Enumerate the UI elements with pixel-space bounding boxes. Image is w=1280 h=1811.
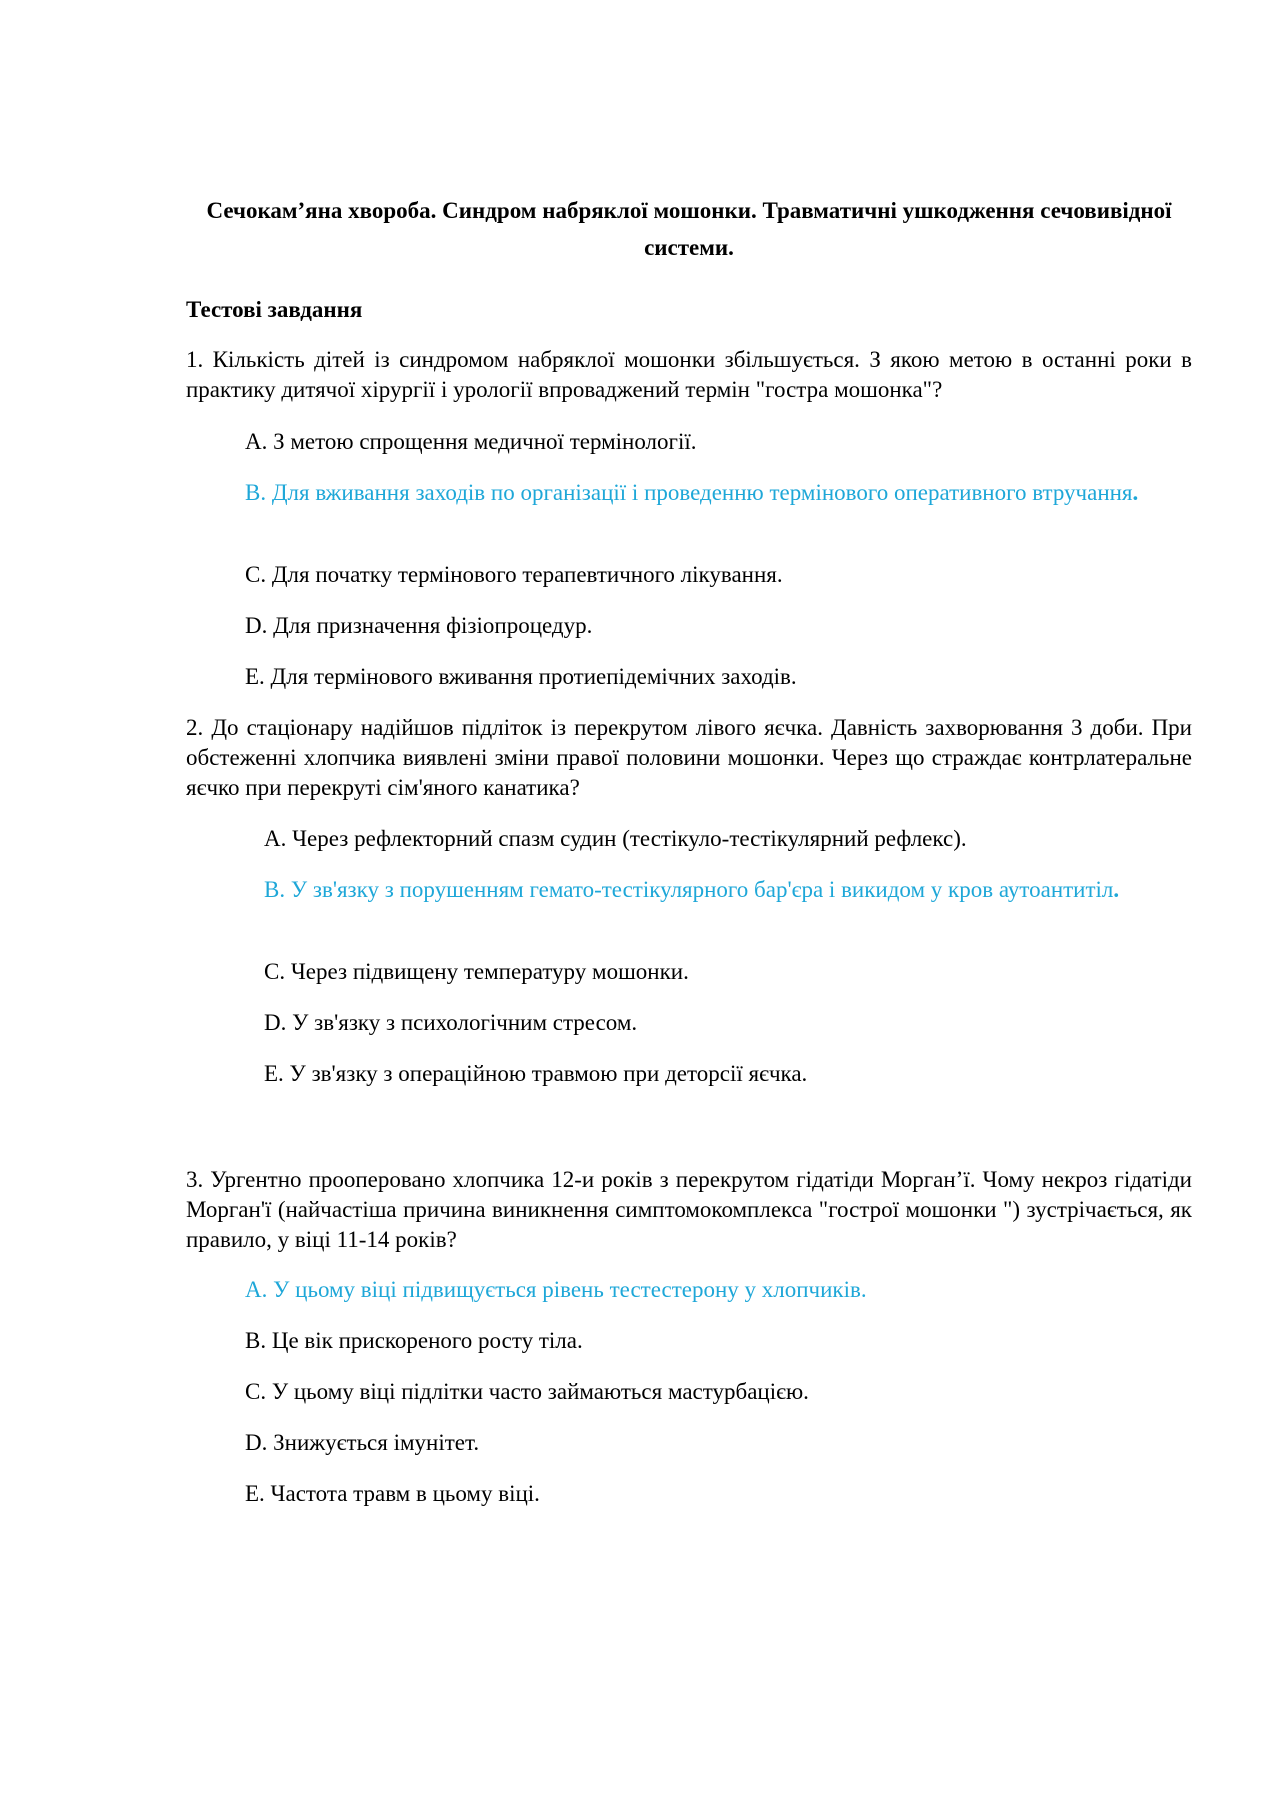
document-title: Сечокам’яна хвороба. Синдром набряклої мошонки. Травматичні ушкодження сечовивідної системи. [206, 198, 1172, 260]
question-2-option-b: B. У зв'язку з порушенням гемато-тестікулярного бар'єра і викидом у кров аутоантитіл. [264, 877, 1120, 902]
question-2-option-a: A. Через рефлекторний спазм судин (тестікуло-тестікулярний рефлекс). [264, 826, 967, 851]
question-3-text: 3. Ургентно прооперовано хлопчика 12-и років з перекрутом гідатіди Морган’ї. Чому некроз гідатіди Морган'ї (найчастіша причина виникнення симптомокомплекса "гострої мошонки ") зустрічається, як правило, у віці 11-14 років? [186, 1167, 1192, 1252]
section-heading: Тестові завдання [186, 297, 363, 322]
question-1-option-b: B. Для вживання заходів по організації і проведенню термінового оперативного втручання. [245, 480, 1139, 505]
question-3-option-c: C. У цьому віці підлітки часто займаються мастурбацією. [245, 1379, 809, 1404]
question-1-option-c: C. Для початку термінового терапевтичного лікування. [245, 562, 783, 587]
question-2-text: 2. До стаціонару надійшов підліток із перекрутом лівого яєчка. Давність захворювання 3 доби. При обстеженні хлопчика виявлені зміни правої половини мошонки. Через що страждає контрлатеральне яєчко при перекруті сім'яного канатика? [186, 715, 1192, 800]
question-1-text: 1. Кількість дітей із синдромом набряклої мошонки збільшується. З якою метою в останні роки в практику дитячої хірургії і урології впроваджений термін "гостра мошонка"? [186, 347, 1192, 402]
question-1-option-e: E. Для термінового вживання протиепідемічних заходів. [245, 664, 797, 689]
question-3-option-a: A. У цьому віці підвищується рівень тестестерону у хлопчиків. [245, 1277, 867, 1302]
question-1-option-d: D. Для призначення фізіопроцедур. [245, 613, 593, 638]
question-3-option-e: E. Частота травм в цьому віці. [245, 1481, 540, 1506]
question-3-option-b: B. Це вік прискореного росту тіла. [245, 1328, 583, 1353]
question-2-option-d: D. У зв'язку з психологічним стресом. [264, 1010, 638, 1035]
question-2-option-e: E. У зв'язку з операційною травмою при деторсії яєчка. [264, 1061, 808, 1086]
question-1-option-a: A. З метою спрощення медичної термінології. [245, 429, 697, 454]
question-3-option-d: D. Знижується імунітет. [245, 1430, 480, 1455]
question-2-option-c: C. Через підвищену температуру мошонки. [264, 959, 689, 984]
